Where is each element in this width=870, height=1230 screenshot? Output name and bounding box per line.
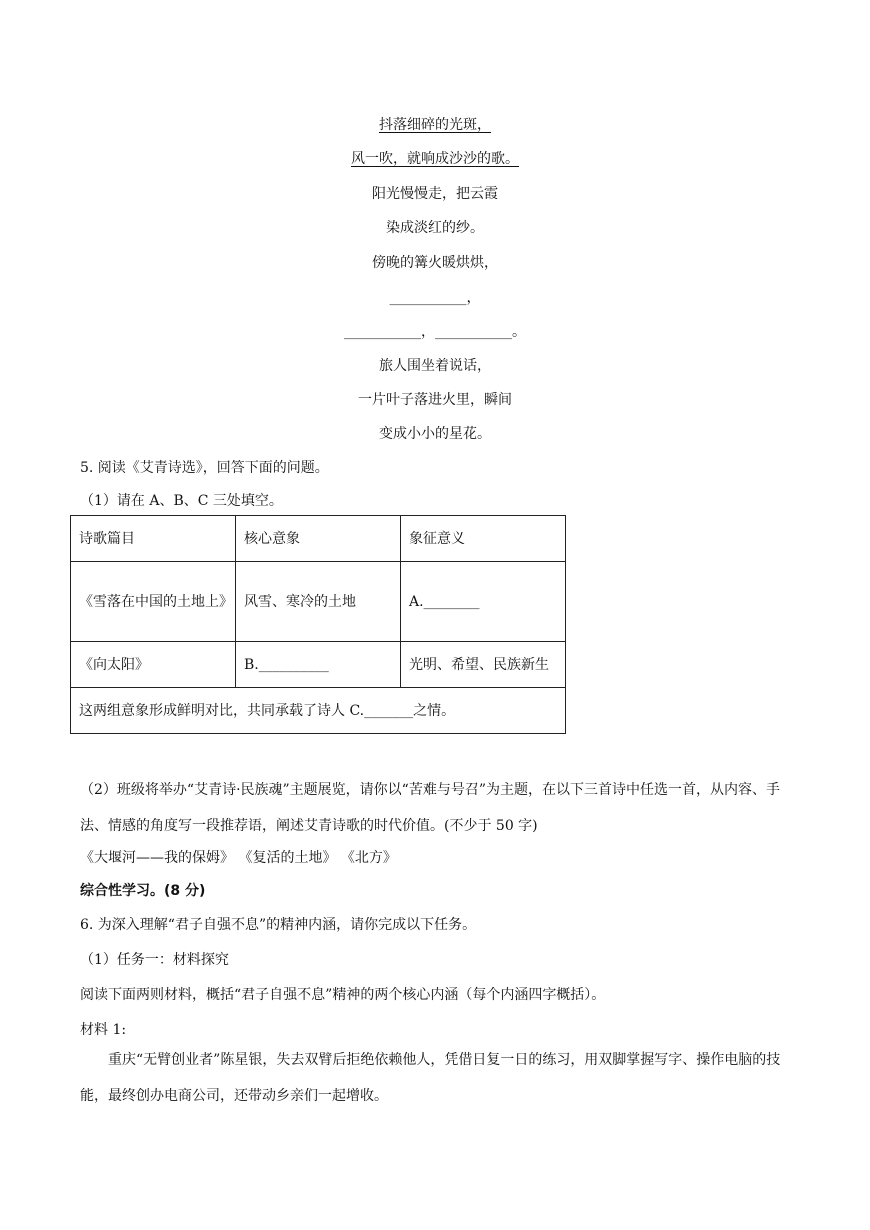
poem-line-2: 风一吹，就响成沙沙的歌。 <box>351 151 519 167</box>
q6-title: 6. 为深入理解“君子自强不息”的精神内涵，请你完成以下任务。 <box>80 917 477 933</box>
table-footer-blank-c: 这两组意象形成鲜明对比，共同承载了诗人 C._______之情。 <box>71 688 566 734</box>
q6-task1: （1）任务一：材料探究 <box>80 952 229 968</box>
table-header-title: 诗歌篇目 <box>71 516 236 562</box>
poem-line-5: 傍晚的篝火暖烘烘， <box>372 255 498 271</box>
poem-line-1: 抖落细碎的光斑， <box>379 117 491 133</box>
poem-line-10: 变成小小的星花。 <box>379 426 491 442</box>
q5-sub2: （2）班级将举办“艾青诗·民族魂”主题展览，请你以“苦难与号召”为主题，在以下三首诗中任选一首，从内容、手法、情感的角度写一段推荐语，阐述艾青诗歌的时代价值。(不少于 50 字) <box>80 782 780 834</box>
table-cell-meaning-2: 光明、希望、民族新生 <box>401 642 566 688</box>
section-title: 综合性学习。(8 分) <box>80 883 206 899</box>
poem-line-9: 一片叶子落进火里，瞬间 <box>358 392 512 408</box>
poem-blank-line-1: ___________， <box>389 290 481 306</box>
table-cell-blank-b: B.__________ <box>236 642 401 688</box>
table-cell-poem-1: 《雪落在中国的土地上》 <box>71 562 236 642</box>
poem-line-4: 染成淡红的纱。 <box>386 220 484 236</box>
poem-blank-line-2: ___________，___________。 <box>344 324 526 340</box>
q6-material-label: 材料 1: <box>80 1022 127 1038</box>
table-cell-imagery-1: 风雪、寒冷的土地 <box>236 562 401 642</box>
q5-title: 5. 阅读《艾青诗选》，回答下面的问题。 <box>80 460 329 476</box>
table-header-imagery: 核心意象 <box>236 516 401 562</box>
q5-table <box>70 515 566 734</box>
q5-poems-list: 《大堰河——我的保姆》 《复活的土地》 《北方》 <box>80 850 397 866</box>
table-cell-poem-2: 《向太阳》 <box>71 642 236 688</box>
poem-line-8: 旅人围坐着说话， <box>379 358 491 374</box>
table-header-meaning: 象征意义 <box>401 516 566 562</box>
table-cell-blank-a: A.________ <box>401 562 566 642</box>
poem-line-3: 阳光慢慢走，把云霞 <box>372 186 498 202</box>
q6-material-text: 重庆“无臂创业者”陈星银，失去双臂后拒绝依赖他人，凭借日复一日的练习，用双脚掌握写字、操作电脑的技能，最终创办电商公司，还带动乡亲们一起增收。 <box>80 1052 781 1104</box>
q5-sub1: （1）请在 A、B、C 三处填空。 <box>80 493 283 509</box>
q6-instruction: 阅读下面两则材料，概括“君子自强不息”精神的两个核心内涵（每个内涵四字概括）。 <box>80 987 606 1003</box>
